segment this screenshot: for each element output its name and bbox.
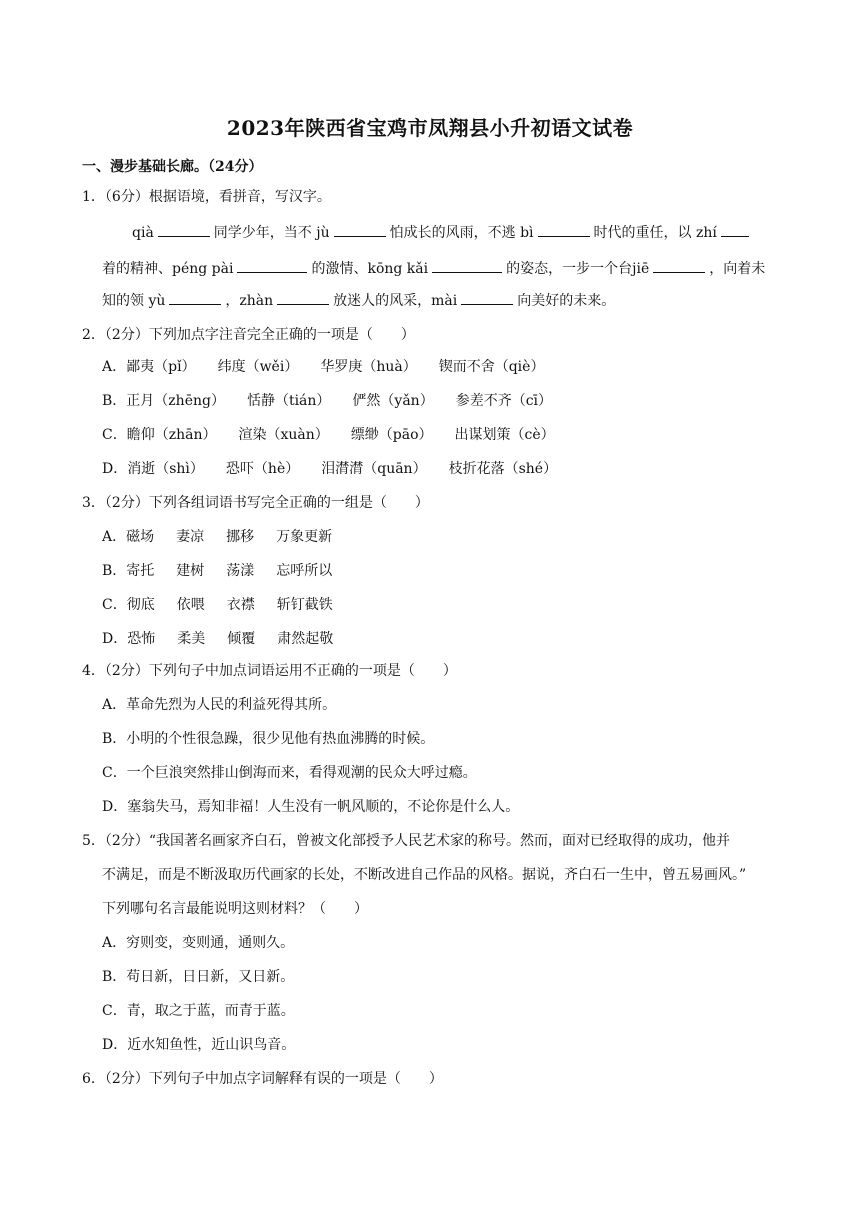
question-5-line-3: 下列哪句名言最能说明这则材料？（ ） <box>102 901 368 917</box>
answer-blank[interactable] <box>538 222 590 237</box>
question-4-option-d[interactable]: D．塞翁失马，焉知非福！人生没有一帆风顺的，不论你是什么人。 <box>102 799 520 815</box>
section-heading: 一、漫步基础长廊。（24分） <box>82 159 263 175</box>
question-5-line-2: 不满足，而是不断汲取历代画家的长处，不断改进自己作品的风格。据说，齐白石一生中，曾五易画风。” <box>102 867 747 883</box>
question-2-option-a[interactable]: A．鄙夷（pǐ） 纬度（wěi） 华罗庚（huà） 锲而不舍（qiè） <box>102 359 545 375</box>
question-5-line-1: 5．（2分）“我国著名画家齐白石，曾被文化部授予人民艺术家的称号。然而，面对已经取得的成功，他并 <box>82 833 730 849</box>
question-4-option-b[interactable]: B．小明的个性很急躁，很少见他有热血沸腾的时候。 <box>102 731 435 747</box>
question-2-option-b[interactable]: B．正月（zhēng） 恬静（tián） 俨然（yǎn） 参差不齐（cī） <box>102 393 553 409</box>
question-1-stem: 1．（6分）根据语境，看拼音，写汉字。 <box>82 189 331 205</box>
answer-blank[interactable] <box>334 222 386 237</box>
question-5-option-c[interactable]: C．青，取之于蓝，而青于蓝。 <box>102 1003 295 1019</box>
question-5-option-b[interactable]: B．苟日新，日日新，又日新。 <box>102 969 295 985</box>
question-3-option-d[interactable]: D．恐怖 柔美 倾覆 肃然起敬 <box>102 631 334 647</box>
question-3-option-a[interactable]: A．磁场 妻凉 挪移 万象更新 <box>102 529 333 545</box>
question-3-option-c[interactable]: C．彻底 依喂 衣襟 斩钉截铁 <box>102 597 333 613</box>
question-3-stem: 3．（2分）下列各组词语书写完全正确的一组是（ ） <box>82 495 429 511</box>
answer-blank[interactable] <box>277 290 329 305</box>
question-2-option-c[interactable]: C．瞻仰（zhān） 渲染（xuàn） 缥缈（pāo） 出谋划策（cè） <box>102 427 555 443</box>
question-1-line-3: 知的领 yù ，zhàn 放迷人的风采，mài 向美好的未来。 <box>102 290 782 312</box>
answer-blank[interactable] <box>721 222 749 237</box>
answer-blank[interactable] <box>432 258 502 273</box>
question-4-stem: 4．（2分）下列句子中加点词语运用不正确的一项是（ ） <box>82 663 457 679</box>
answer-blank[interactable] <box>461 290 513 305</box>
question-2-stem: 2．（2分）下列加点字注音完全正确的一项是（ ） <box>82 327 415 343</box>
answer-blank[interactable] <box>158 222 210 237</box>
question-1-line-2: 着的精神、péng pài 的激情、kōng kǎi 的姿态，一步一个台jiē ，向着未 <box>102 258 782 280</box>
answer-blank[interactable] <box>169 290 221 305</box>
question-2-option-d[interactable]: D．消逝（shì） 恐吓（hè） 泪潸潸（quān） 枝折花落（shé） <box>102 461 558 477</box>
question-5-option-d[interactable]: D．近水知鱼性，近山识鸟音。 <box>102 1037 296 1053</box>
question-4-option-c[interactable]: C．一个巨浪突然排山倒海而来，看得观潮的民众大呼过瘾。 <box>102 765 477 781</box>
question-6-stem: 6．（2分）下列句子中加点字词解释有误的一项是（ ） <box>82 1071 443 1087</box>
question-3-option-b[interactable]: B．寄托 建树 荡漾 忘呼所以 <box>102 563 333 579</box>
answer-blank[interactable] <box>237 258 307 273</box>
question-1-line-1: qià 同学少年，当不 jù 怕成长的风雨，不逃 bì 时代的重任，以 zhí <box>132 222 782 244</box>
question-5-option-a[interactable]: A．穷则变，变则通，通则久。 <box>102 935 295 951</box>
question-4-option-a[interactable]: A．革命先烈为人民的利益死得其所。 <box>102 697 337 713</box>
answer-blank[interactable] <box>653 258 705 273</box>
page-title: 2023年陕西省宝鸡市凤翔县小升初语文试卷 <box>226 116 634 140</box>
